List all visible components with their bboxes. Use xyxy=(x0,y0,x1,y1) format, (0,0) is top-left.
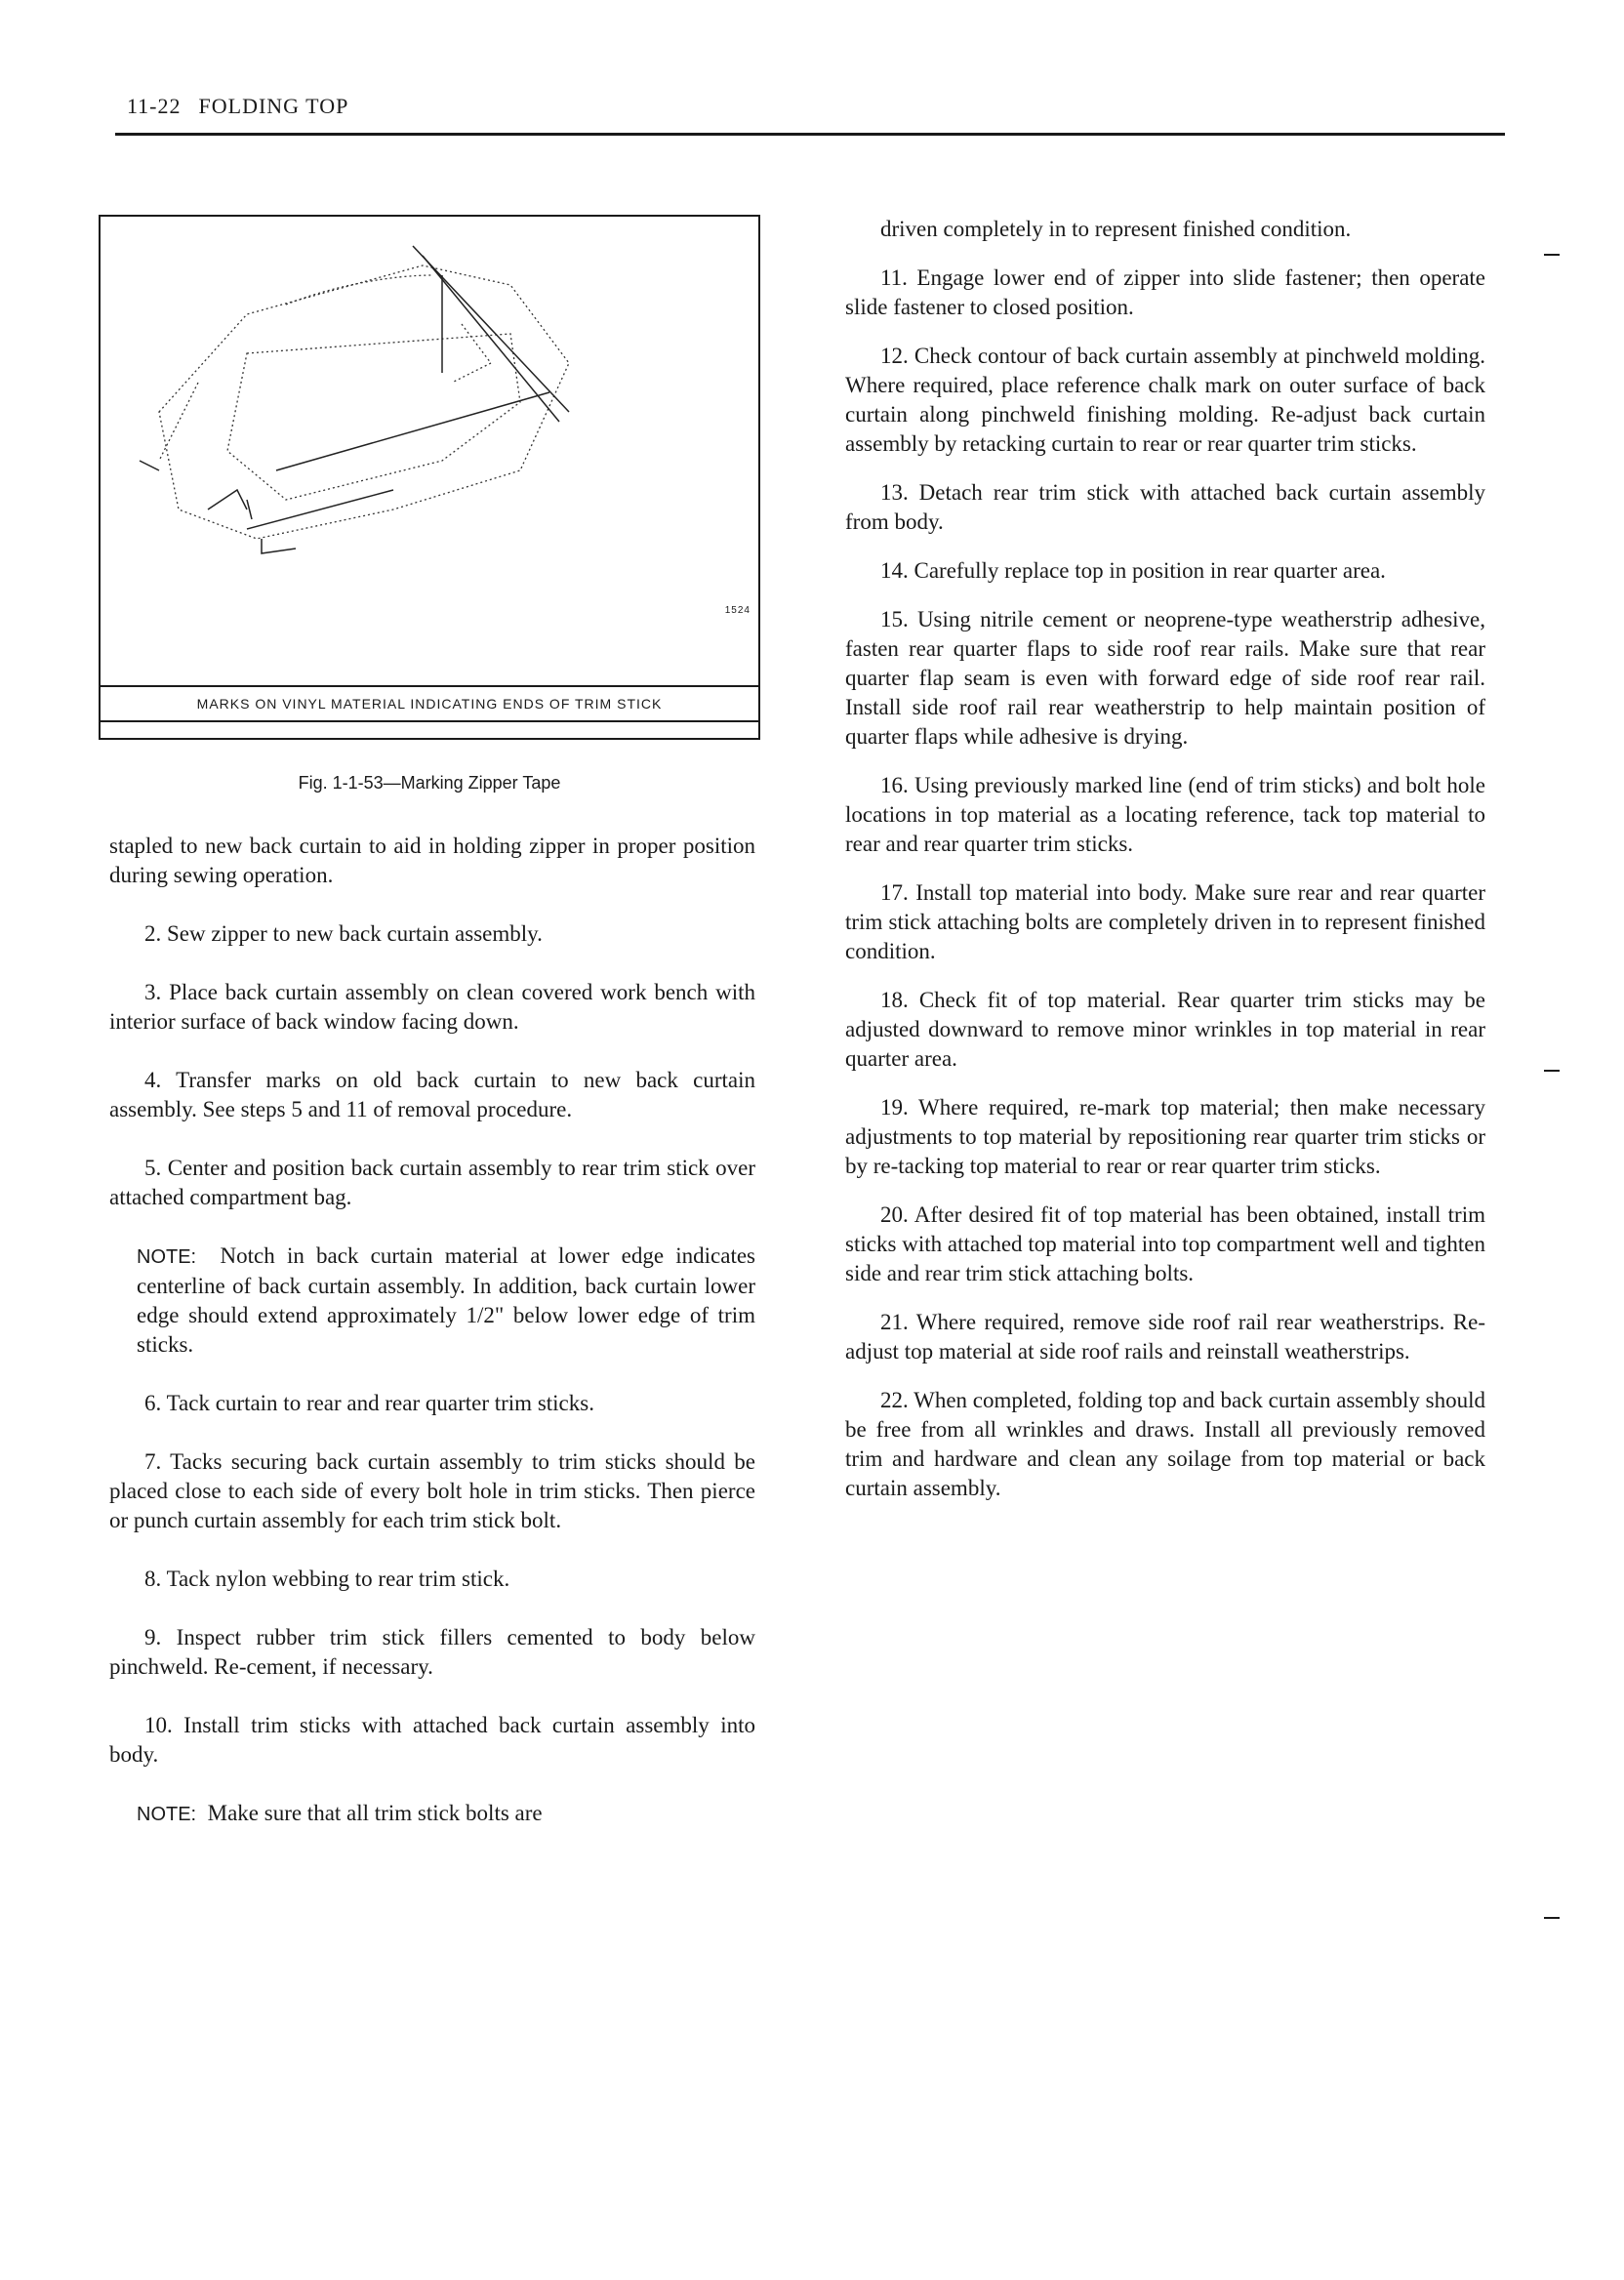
step-16: 16. Using previously marked line (end of trim sticks) and bolt hole locations in top material as a locating reference, tack top material to rear and rear quarter trim sticks. xyxy=(845,773,1485,856)
step-11: 11. Engage lower end of zipper into slide fastener; then operate slide fastener to closed position. xyxy=(845,265,1485,319)
margin-mark xyxy=(1544,254,1560,256)
step-8: 8. Tack nylon webbing to rear trim stick. xyxy=(144,1567,510,1591)
step-17: 17. Install top material into body. Make sure rear and rear quarter trim stick attaching bolts are completely driven in to represent finished condition. xyxy=(845,880,1485,963)
left-column xyxy=(109,832,755,1829)
step-13: 13. Detach rear trim stick with attached back curtain assembly from body. xyxy=(845,480,1485,534)
figure-label: MARKS ON VINYL MATERIAL INDICATING ENDS OF TRIM STICK xyxy=(101,685,758,722)
paragraph: driven completely in to represent finished condition. xyxy=(880,217,1352,241)
right-column xyxy=(845,215,1485,1503)
step-21: 21. Where required, remove side roof rail rear weatherstrips. Re-adjust top material at side roof rails and reinstall weatherstrips. xyxy=(845,1310,1485,1364)
figure-frame xyxy=(99,215,760,740)
note-label-2: NOTE: xyxy=(137,1804,197,1825)
figure-id-number: 1524 xyxy=(724,605,751,616)
step-22: 22. When completed, folding top and back curtain assembly should be free from all wrinkles and draws. Install all previously removed trim and hardware and clean any soilage from top material or back curtain assembly. xyxy=(845,1388,1485,1500)
note-label: NOTE: xyxy=(137,1246,197,1268)
step-7: 7. Tacks securing back curtain assembly to trim sticks should be placed close to each side of every bolt hole in trim sticks. Then pierce or punch curtain assembly for each trim stick bolt. xyxy=(109,1449,755,1532)
note-paragraph-2 xyxy=(109,1799,755,1829)
step-2: 2. Sew zipper to new back curtain assembly. xyxy=(144,921,543,946)
step-20: 20. After desired fit of top material has been obtained, install trim sticks with attached top material into top compartment well and tighten side and rear trim stick attaching bolts. xyxy=(845,1202,1485,1285)
step-9: 9. Inspect rubber trim stick fillers cemented to body below pinchweld. Re-cement, if necessary. xyxy=(109,1625,755,1679)
step-5: 5. Center and position back curtain assembly to rear trim stick over attached compartment bag. xyxy=(109,1156,755,1209)
section-title: FOLDING TOP xyxy=(198,94,349,118)
step-10: 10. Install trim sticks with attached back curtain assembly into body. xyxy=(109,1713,755,1767)
margin-mark xyxy=(1544,1070,1560,1072)
page-header xyxy=(127,94,348,119)
step-15: 15. Using nitrile cement or neoprene-type weatherstrip adhesive, fasten rear quarter flaps to side roof rear rails. Make sure that rear quarter flap seam is even with forward edge of side roof rear rail. Install side roof rail rear weatherstrip to help maintain position of quarter flaps while adhesive is drying. xyxy=(845,607,1485,749)
margin-mark xyxy=(1544,1917,1560,1919)
step-6: 6. Tack curtain to rear and rear quarter trim sticks. xyxy=(144,1391,594,1415)
step-3: 3. Place back curtain assembly on clean covered work bench with interior surface of back window facing down. xyxy=(109,980,755,1034)
note-text: Notch in back curtain material at lower edge indicates centerline of back curtain assembly. In addition, back curtain lower edge should extend approximately 1/2" below lower edge of trim sticks. xyxy=(137,1243,755,1357)
folding-top-illustration xyxy=(101,217,758,685)
figure-caption: Fig. 1-1-53—Marking Zipper Tape xyxy=(298,773,561,793)
step-4: 4. Transfer marks on old back curtain to new back curtain assembly. See steps 5 and 11 of removal procedure. xyxy=(109,1068,755,1121)
note-paragraph xyxy=(109,1242,755,1360)
step-12: 12. Check contour of back curtain assembly at pinchweld molding. Where required, place reference chalk mark on outer surface of back curtain along pinchweld finishing molding. Re-adjust back curtain assembly by retacking curtain to rear or rear quarter trim sticks. xyxy=(845,344,1485,456)
step-14: 14. Carefully replace top in position in rear quarter area. xyxy=(880,558,1386,583)
paragraph: stapled to new back curtain to aid in holding zipper in proper position during sewing operation. xyxy=(109,834,755,887)
header-rule xyxy=(115,133,1505,136)
step-19: 19. Where required, re-mark top material; then make necessary adjustments to top material by repositioning rear quarter trim sticks or by re-tacking top material to rear or rear quarter trim sticks. xyxy=(845,1095,1485,1178)
note-text-2: Make sure that all trim stick bolts are xyxy=(207,1801,543,1825)
step-18: 18. Check fit of top material. Rear quarter trim sticks may be adjusted downward to remove minor wrinkles in top material in rear quarter area. xyxy=(845,988,1485,1071)
page-number: 11-22 xyxy=(127,94,182,118)
